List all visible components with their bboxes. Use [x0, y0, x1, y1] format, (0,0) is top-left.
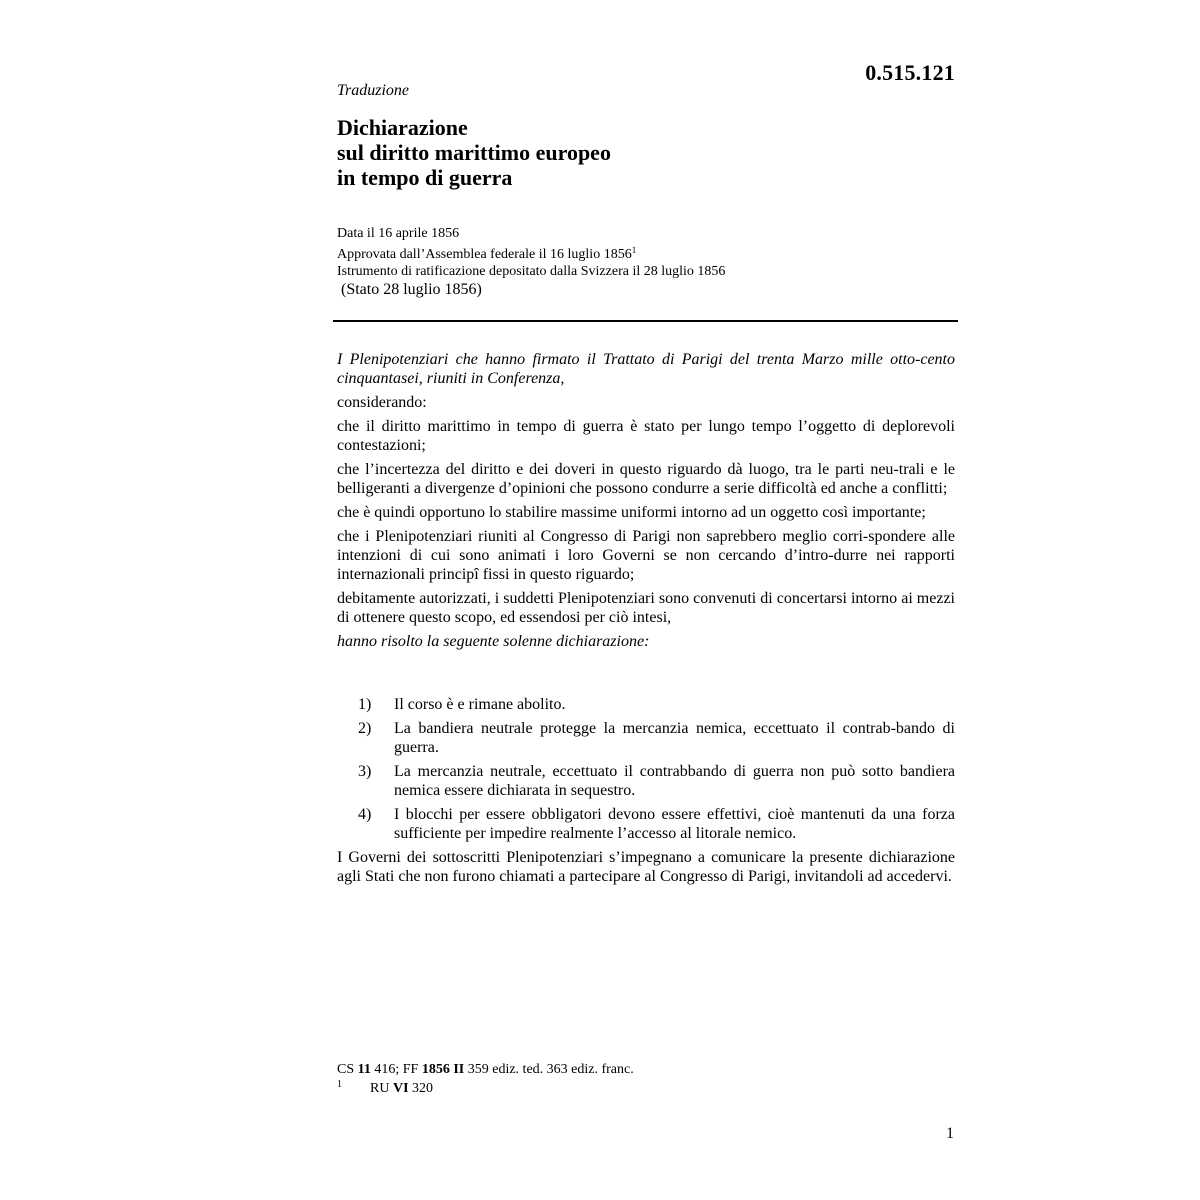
page-number: 1 — [946, 1125, 954, 1142]
article-number: 4) — [358, 806, 372, 823]
article-item — [337, 805, 955, 843]
recital: debitamente autorizzati, i suddetti Plenipotenziari sono convenuti di concertarsi intorno ai mezzi di ottenere questo scopo, ed essendosi per ciò intesi, — [337, 590, 955, 626]
title-line: Dichiarazione — [337, 115, 468, 140]
title-line: sul diritto marittimo europeo — [337, 140, 611, 165]
article-number: 1) — [358, 696, 372, 713]
footnote-ref: 1 — [631, 245, 637, 255]
cs-volume: 11 — [357, 1062, 371, 1077]
approval-line — [337, 242, 725, 263]
recital: che è quindi opportuno lo stabilire massime uniformi intorno ad un oggetto così importante; — [337, 504, 926, 521]
article-number: 3) — [358, 763, 372, 780]
translation-label: Traduzione — [337, 82, 410, 99]
page-footer — [337, 1060, 634, 1098]
ff-year: 1856 II — [421, 1062, 465, 1077]
doc-number: 0.515.121 — [865, 60, 955, 85]
article-text: La mercanzia neutrale, eccettuato il contrabbando di guerra non può sotto bandiera nemica essere dichiarata in sequestro. — [394, 763, 955, 799]
ff-rest: 359 ediz. ted. 363 ediz. franc. — [464, 1062, 634, 1077]
recital: che il diritto marittimo in tempo di guerra è stato per lungo tempo l’oggetto di deplorevoli contestazioni; — [337, 418, 955, 454]
article-item — [337, 762, 955, 800]
footnote-mark: 1 — [337, 1079, 342, 1090]
article-item — [337, 719, 955, 757]
document-metadata — [337, 225, 725, 280]
ru-prefix: RU — [370, 1081, 393, 1096]
article-number: 2) — [358, 720, 372, 737]
article-text: Il corso è e rimane abolito. — [394, 696, 566, 713]
document-title — [337, 115, 611, 190]
document-body — [337, 350, 955, 891]
date-given: Data il 16 aprile 1856 — [337, 226, 460, 241]
source-reference — [337, 1060, 634, 1079]
recital: che i Plenipotenziari riuniti al Congresso di Parigi non saprebbero meglio corri-spondere alle intenzioni di cui sono animati i loro Governi se non cercando d’intro-durre nei rapporti internazionali principî fissi in questo riguardo; — [337, 528, 955, 583]
cs-rest: 416; FF — [370, 1062, 422, 1077]
closing-paragraph: I Governi dei sottoscritti Plenipotenziari s’impegnano a comunicare la presente dichiarazione agli Stati che non furono chiamati a partecipare al Congresso di Parigi, invitandoli ad accedervi. — [337, 849, 955, 885]
resolution: hanno risolto la seguente solenne dichiarazione: — [337, 633, 650, 650]
recital: che l’incertezza del diritto e dei doveri in questo riguardo dà luogo, tra le parti neu-trali e le belligeranti a divergenze d’opinioni che possono condurre a serie difficoltà ed anche a conflitti; — [337, 461, 955, 497]
articles-list — [337, 695, 955, 843]
preamble: I Plenipotenziari che hanno firmato il Trattato di Parigi del trenta Marzo mille otto-cento cinquantasei, riuniti in Conferenza, — [337, 351, 955, 387]
header-divider — [333, 320, 958, 322]
considering-label: considerando: — [337, 394, 427, 411]
ru-volume: VI — [392, 1081, 409, 1096]
status-line: (Stato 28 luglio 1856) — [341, 281, 482, 298]
article-item — [337, 695, 955, 714]
title-line: in tempo di guerra — [337, 165, 513, 190]
article-text: I blocchi per essere obbligatori devono essere effettivi, cioè mantenuti da una forza sufficiente per impedire realmente l’accesso al litorale nemico. — [394, 806, 955, 842]
cs-prefix: CS — [337, 1062, 358, 1077]
approval-text: Approvata dall’Assemblea federale il 16 luglio 1856 — [337, 247, 632, 262]
ru-rest: 320 — [408, 1081, 434, 1096]
ratification-line: Istrumento di ratificazione depositato dalla Svizzera il 28 luglio 1856 — [337, 264, 726, 279]
article-text: La bandiera neutrale protegge la mercanzia nemica, eccettuato il contrab-bando di guerra. — [394, 720, 955, 756]
footnote — [337, 1079, 634, 1098]
